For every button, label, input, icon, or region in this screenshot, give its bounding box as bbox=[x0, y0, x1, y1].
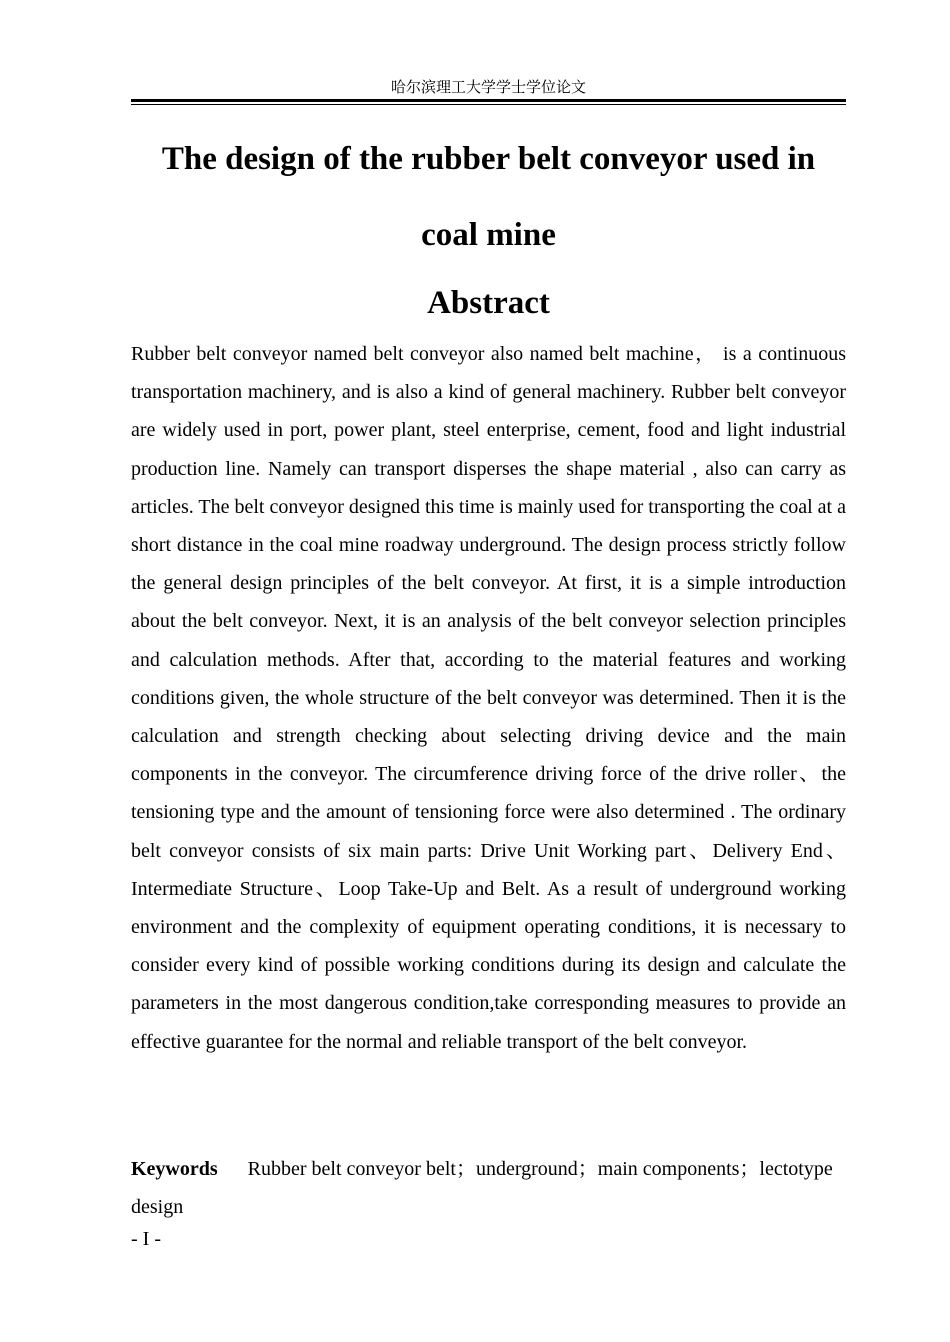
running-header: 哈尔滨理工大学学士学位论文 bbox=[390, 80, 586, 96]
header-rule-thick bbox=[131, 99, 846, 102]
paper-title: The design of the rubber belt conveyor used in coal mine bbox=[161, 141, 816, 253]
abstract-heading: Abstract bbox=[427, 285, 550, 321]
abstract-body: Rubber belt conveyor named belt conveyor also named belt machine， is a continuous transportation machinery, and is also a kind of general machinery. Rubber belt conveyor are widely used in port, power plant, steel enterprise, cement, food and light industrial production line. Namely can transport disperses the shape material , also can carry as articles. The belt conveyor designed this time is mainly used for transporting the coal at a short distance in the coal mine roadway underground. The design process strictly follow the general design principles of the belt conveyor. At first, it is a simple introduction about the belt conveyor. Next, it is an analysis of the belt conveyor selection principles and calculation methods. After that, according to the material features and working conditions given, the whole structure of the belt conveyor was determined. Then it is the calculation and strength checking about selecting driving device and the main components in the conveyor. The circumference driving force of the drive roller、the tensioning type and the amount of tensioning force were also determined . The ordinary belt conveyor consists of six main parts: Drive Unit Working part、Delivery End、Intermediate Structure、Loop Take-Up and Belt. As a result of underground working environment and the complexity of equipment operating conditions, it is necessary to consider every kind of possible working conditions during its design and calculate the parameters in the most dangerous condition,take corresponding measures to provide an effective guarantee for the normal and reliable transport of the belt conveyor. bbox=[131, 343, 846, 1053]
keywords-text: Rubber belt conveyor belt；underground；main components；lectotype design bbox=[131, 1158, 833, 1218]
keywords-line bbox=[131, 1150, 846, 1226]
header-rule-thin bbox=[131, 104, 846, 105]
page-number: - I - bbox=[131, 1228, 161, 1250]
keywords-label: Keywords bbox=[131, 1158, 218, 1180]
